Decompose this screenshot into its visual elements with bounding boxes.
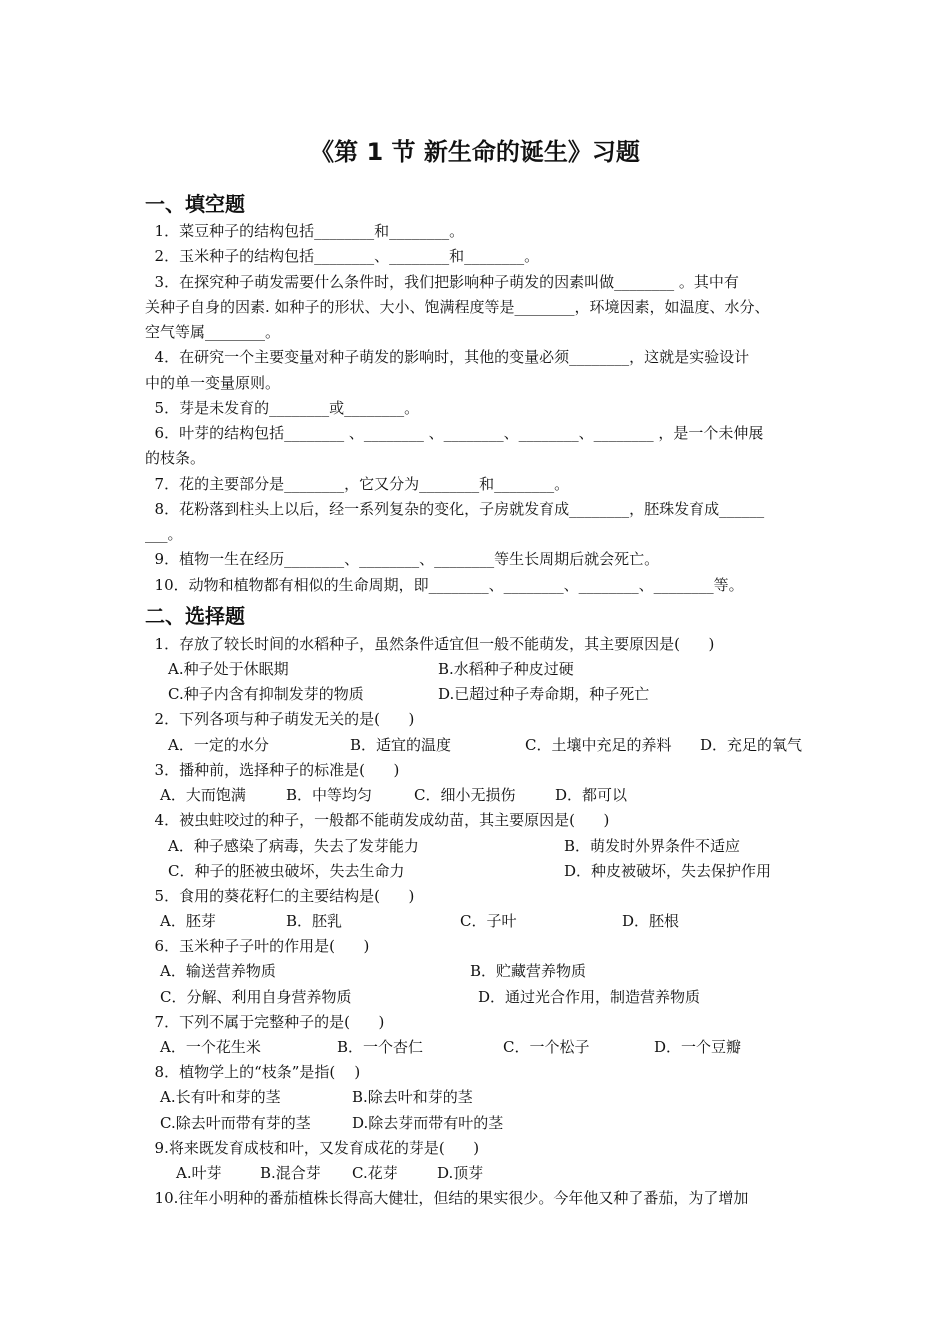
question-1: 1．存放了较长时间的水稻种子，虽然条件适宜但一般不能萌发，其主要原因是( ) [145,635,715,653]
question-6: 6．玉米种子子叶的作用是( ) [145,937,370,955]
option-b: B．胚乳 [286,912,343,930]
option-b: B．适宜的温度 [350,736,452,754]
option-d: D．种皮被破坏，失去保护作用 [564,862,772,880]
option-a: A．种子感染了病毒，失去了发芽能力 [168,837,419,855]
question-4: 4．被虫蛀咬过的种子，一般都不能萌发成幼苗，其主要原因是( ) [145,811,610,829]
fill-line: 6．叶芽的结构包括________ 、________ 、________、________、________ ，是一个未伸展 [145,424,764,442]
fill-line: 5．芽是未发育的________或________。 [145,399,420,417]
fill-line: 关种子自身的因素. 如种子的形状、大小、饱满程度等是________，环境因素，如温度、水分、 [145,298,770,316]
option-c: C．种子的胚被虫破坏，失去生命力 [168,862,405,880]
option-a: A.叶芽 [176,1164,222,1182]
fill-line: 8．花粉落到柱头上以后，经一系列复杂的变化，子房就发育成________，胚珠发育成______ [145,500,765,518]
fill-line: ___。 [145,525,183,543]
option-c: C．子叶 [460,912,517,930]
question-2: 2．下列各项与种子萌发无关的是( ) [145,710,415,728]
option-a: A．一定的水分 [168,736,269,754]
section-heading-fill-blank: 一、填空题 [145,192,245,216]
option-b: B.水稻种子种皮过硬 [438,660,574,678]
option-b: B．一个杏仁 [337,1038,424,1056]
fill-line: 空气等属________。 [145,323,281,341]
fill-line: 7．花的主要部分是________，它又分为________和________。 [145,475,570,493]
option-d: D.除去芽而带有叶的茎 [352,1114,504,1132]
fill-line: 4．在研究一个主要变量对种子萌发的影响时，其他的变量必须________，这就是实验设计 [145,348,750,366]
option-d: D.已超过种子寿命期，种子死亡 [438,685,650,703]
option-d: D．充足的氧气 [700,736,803,754]
option-b: B．中等均匀 [286,786,373,804]
option-d: D．胚根 [622,912,680,930]
question-5: 5．食用的葵花籽仁的主要结构是( ) [145,887,415,905]
option-a: A．胚芽 [160,912,216,930]
option-b: B．萌发时外界条件不适应 [564,837,741,855]
option-d: D．通过光合作用，制造营养物质 [478,988,701,1006]
option-d: D.顶芽 [437,1164,484,1182]
option-b: B.混合芽 [260,1164,321,1182]
fill-line: 2．玉米种子的结构包括________、________和________。 [145,247,540,265]
option-c: C．土壤中充足的养料 [525,736,672,754]
section-heading-multiple-choice: 二、选择题 [145,604,245,628]
option-c: C．分解、利用自身营养物质 [160,988,352,1006]
option-c: C.花芽 [352,1164,398,1182]
fill-line: 10．动物和植物都有相似的生命周期，即________、________、________、________等。 [145,576,744,594]
question-7: 7．下列不属于完整种子的是( ) [145,1013,385,1031]
option-c: C．细小无损伤 [414,786,516,804]
option-a: A．一个花生米 [160,1038,261,1056]
option-a: A．大而饱满 [160,786,246,804]
fill-line: 1．菜豆种子的结构包括________和________。 [145,222,465,240]
option-b: B．贮藏营养物质 [470,962,587,980]
option-c: C.种子内含有抑制发芽的物质 [168,685,364,703]
option-c: C．一个松子 [503,1038,590,1056]
fill-line: 3．在探究种子萌发需要什么条件时，我们把影响种子萌发的因素叫做________ 。其中有 [145,273,739,291]
option-a: A．输送营养物质 [160,962,276,980]
fill-line: 9．植物一生在经历________、________、________等生长周期后就会死亡。 [145,550,660,568]
question-9: 9.将来既发育成枝和叶，又发育成花的芽是( ) [145,1139,480,1157]
fill-line: 的枝条。 [145,449,206,467]
question-10: 10.往年小明种的番茄植株长得高大健壮，但结的果实很少。今年他又种了番茄，为了增加 [145,1189,749,1207]
question-8: 8．植物学上的“枝条”是指( ) [145,1063,361,1081]
option-d: D．一个豆瓣 [654,1038,742,1056]
page-title: 《第 1 节 新生命的诞生》习题 [310,138,640,166]
option-a: A.长有叶和芽的茎 [160,1088,281,1106]
fill-line: 中的单一变量原则。 [145,374,281,392]
option-b: B.除去叶和芽的茎 [352,1088,473,1106]
question-3: 3．播种前，选择种子的标准是( ) [145,761,400,779]
option-a: A.种子处于休眠期 [168,660,289,678]
option-d: D．都可以 [555,786,628,804]
option-c: C.除去叶而带有芽的茎 [160,1114,311,1132]
